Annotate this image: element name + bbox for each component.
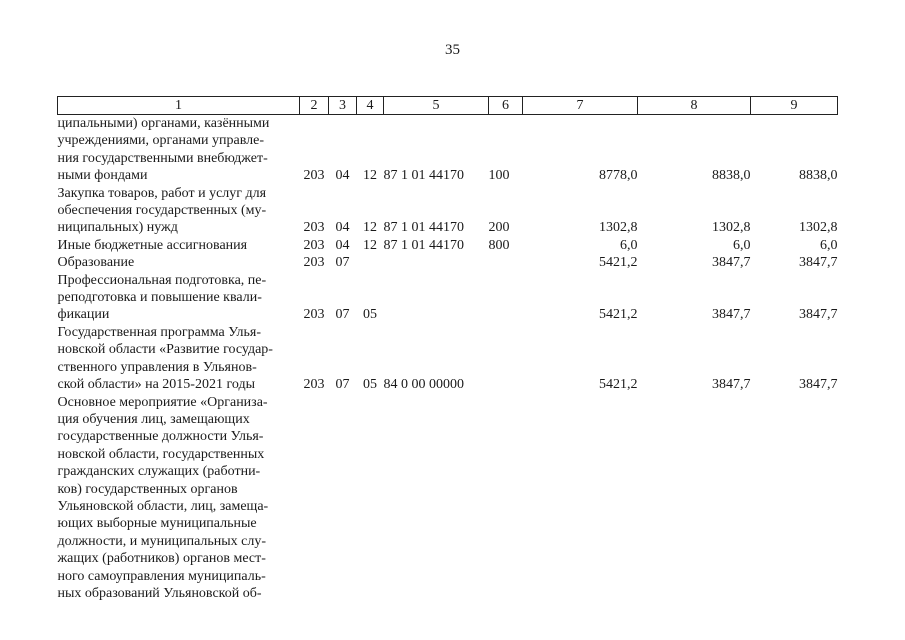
- amount-col-7: 8778,0: [599, 168, 638, 184]
- page-number: 35: [445, 42, 460, 58]
- item-name-line: фикации: [57, 307, 110, 323]
- amount-col-7: 1302,8: [599, 220, 638, 236]
- item-name: [58, 394, 300, 603]
- subsection-code: 12: [363, 220, 377, 236]
- item-name-line: Закупка товаров, работ и услуг для: [57, 185, 267, 201]
- column-header-7: 7: [523, 97, 638, 115]
- column-header-1: 1: [58, 97, 300, 115]
- ministry-code: 203: [303, 377, 325, 393]
- table-row: [58, 272, 838, 324]
- subsection-code: 12: [363, 237, 377, 253]
- amount-col-9: 3847,7: [799, 307, 838, 323]
- item-name-line: новской области, государственных: [57, 446, 265, 462]
- section-code: 04: [335, 220, 350, 236]
- section-code: 07: [335, 307, 350, 323]
- expense-type-code: [489, 324, 523, 394]
- item-name-line: государственные должности Улья-: [57, 429, 264, 445]
- budget-table: [57, 96, 838, 602]
- item-name-line: ных образований Ульяновской об-: [57, 585, 262, 601]
- section-code: 07: [335, 377, 350, 393]
- amount-col-7: 6,0: [620, 237, 638, 253]
- amount-col-9: 3847,7: [799, 377, 838, 393]
- item-name-line: Иные бюджетные ассигнования: [57, 237, 248, 253]
- amount-col-9: 6,0: [820, 237, 838, 253]
- amount-col-9: 8838,0: [799, 168, 838, 184]
- ministry-code: 203: [303, 255, 325, 271]
- item-name: [58, 324, 300, 394]
- table-row: [58, 185, 838, 237]
- column-number-header-row: [58, 97, 838, 115]
- amount-col-9: [751, 394, 838, 603]
- item-name-line: гражданских служащих (работни-: [57, 464, 261, 480]
- ministry-code: 203: [303, 237, 325, 253]
- item-name-line: ющих выборные муниципальные: [57, 516, 257, 532]
- item-name-line: Ульяновской области, лиц, замеща-: [57, 498, 269, 514]
- expense-type-code: 200: [488, 220, 510, 236]
- item-name-line: ного самоуправления муниципаль-: [57, 568, 266, 584]
- target-article-code: 87 1 01 44170: [383, 237, 464, 253]
- ministry-code: 203: [303, 220, 325, 236]
- target-article-code: 87 1 01 44170: [383, 168, 464, 184]
- amount-col-8: 3847,7: [712, 307, 751, 323]
- column-header-8: 8: [638, 97, 751, 115]
- table-row: [58, 237, 838, 254]
- ministry-code: 203: [303, 168, 325, 184]
- item-name-line: ков) государственных органов: [57, 481, 238, 497]
- subsection-code: [357, 394, 384, 603]
- amount-col-7: [523, 394, 638, 603]
- amount-col-7: 5421,2: [599, 377, 638, 393]
- item-name-line: должности, и муниципальных слу-: [57, 533, 267, 549]
- amount-col-8: 3847,7: [712, 377, 751, 393]
- column-header-3: 3: [329, 97, 357, 115]
- column-header-6: 6: [489, 97, 523, 115]
- table-row: [58, 394, 838, 603]
- amount-col-8: 3847,7: [712, 255, 751, 271]
- item-name: [58, 115, 300, 185]
- amount-col-8: [638, 394, 751, 603]
- expense-type-code: 800: [488, 237, 510, 253]
- section-code: 04: [335, 237, 350, 253]
- ministry-code: [300, 394, 329, 603]
- ministry-code: 203: [303, 307, 325, 323]
- item-name-line: Профессиональная подготовка, пе-: [57, 272, 267, 288]
- item-name: [58, 185, 300, 237]
- target-article-code: [384, 394, 489, 603]
- table-row: [58, 324, 838, 394]
- target-article-code: 87 1 01 44170: [383, 220, 464, 236]
- item-name: [58, 254, 300, 271]
- item-name-line: ция обучения лиц, замещающих: [57, 411, 250, 427]
- item-name-line: ния государственными внебюджет-: [57, 150, 268, 166]
- item-name-line: ниципальных) нужд: [57, 220, 178, 236]
- item-name-line: Образование: [57, 255, 135, 271]
- column-header-9: 9: [751, 97, 838, 115]
- item-name-line: новской области «Развитие государ-: [57, 342, 273, 358]
- column-header-5: 5: [384, 97, 489, 115]
- expense-type-code: [489, 394, 523, 603]
- item-name: [58, 237, 300, 254]
- item-name-line: обеспечения государственных (му-: [57, 203, 267, 219]
- item-name-line: жащих (работников) органов мест-: [57, 551, 266, 567]
- column-header-4: 4: [357, 97, 384, 115]
- column-header-2: 2: [300, 97, 329, 115]
- item-name-line: ской области» на 2015-2021 годы: [57, 377, 255, 393]
- section-code: 07: [335, 255, 350, 271]
- subsection-code: [357, 254, 384, 271]
- amount-col-8: 6,0: [733, 237, 751, 253]
- amount-col-8: 8838,0: [712, 168, 751, 184]
- amount-col-9: 3847,7: [799, 255, 838, 271]
- subsection-code: 05: [363, 307, 377, 323]
- expense-type-code: [489, 254, 523, 271]
- item-name-line: ственного управления в Ульянов-: [57, 359, 257, 375]
- target-article-code: [384, 272, 489, 324]
- table-row: [58, 254, 838, 271]
- item-name-line: ными фондами: [57, 168, 148, 184]
- subsection-code: 12: [363, 168, 377, 184]
- target-article-code: 84 0 00 00000: [383, 377, 464, 393]
- item-name-line: ципальными) органами, казёнными: [57, 116, 270, 131]
- amount-col-9: 1302,8: [799, 220, 838, 236]
- section-code: [329, 394, 357, 603]
- section-code: 04: [335, 168, 350, 184]
- amount-col-7: 5421,2: [599, 255, 638, 271]
- amount-col-7: 5421,2: [599, 307, 638, 323]
- item-name-line: учреждениями, органами управле-: [57, 133, 265, 149]
- amount-col-8: 1302,8: [712, 220, 751, 236]
- expense-type-code: [489, 272, 523, 324]
- item-name: [58, 272, 300, 324]
- subsection-code: 05: [363, 377, 377, 393]
- table-row: [58, 115, 838, 185]
- item-name-line: реподготовка и повышение квали-: [57, 290, 262, 306]
- expense-type-code: 100: [488, 168, 510, 184]
- target-article-code: [384, 254, 489, 271]
- item-name-line: Основное мероприятие «Организа-: [57, 394, 268, 410]
- item-name-line: Государственная программа Улья-: [57, 324, 261, 340]
